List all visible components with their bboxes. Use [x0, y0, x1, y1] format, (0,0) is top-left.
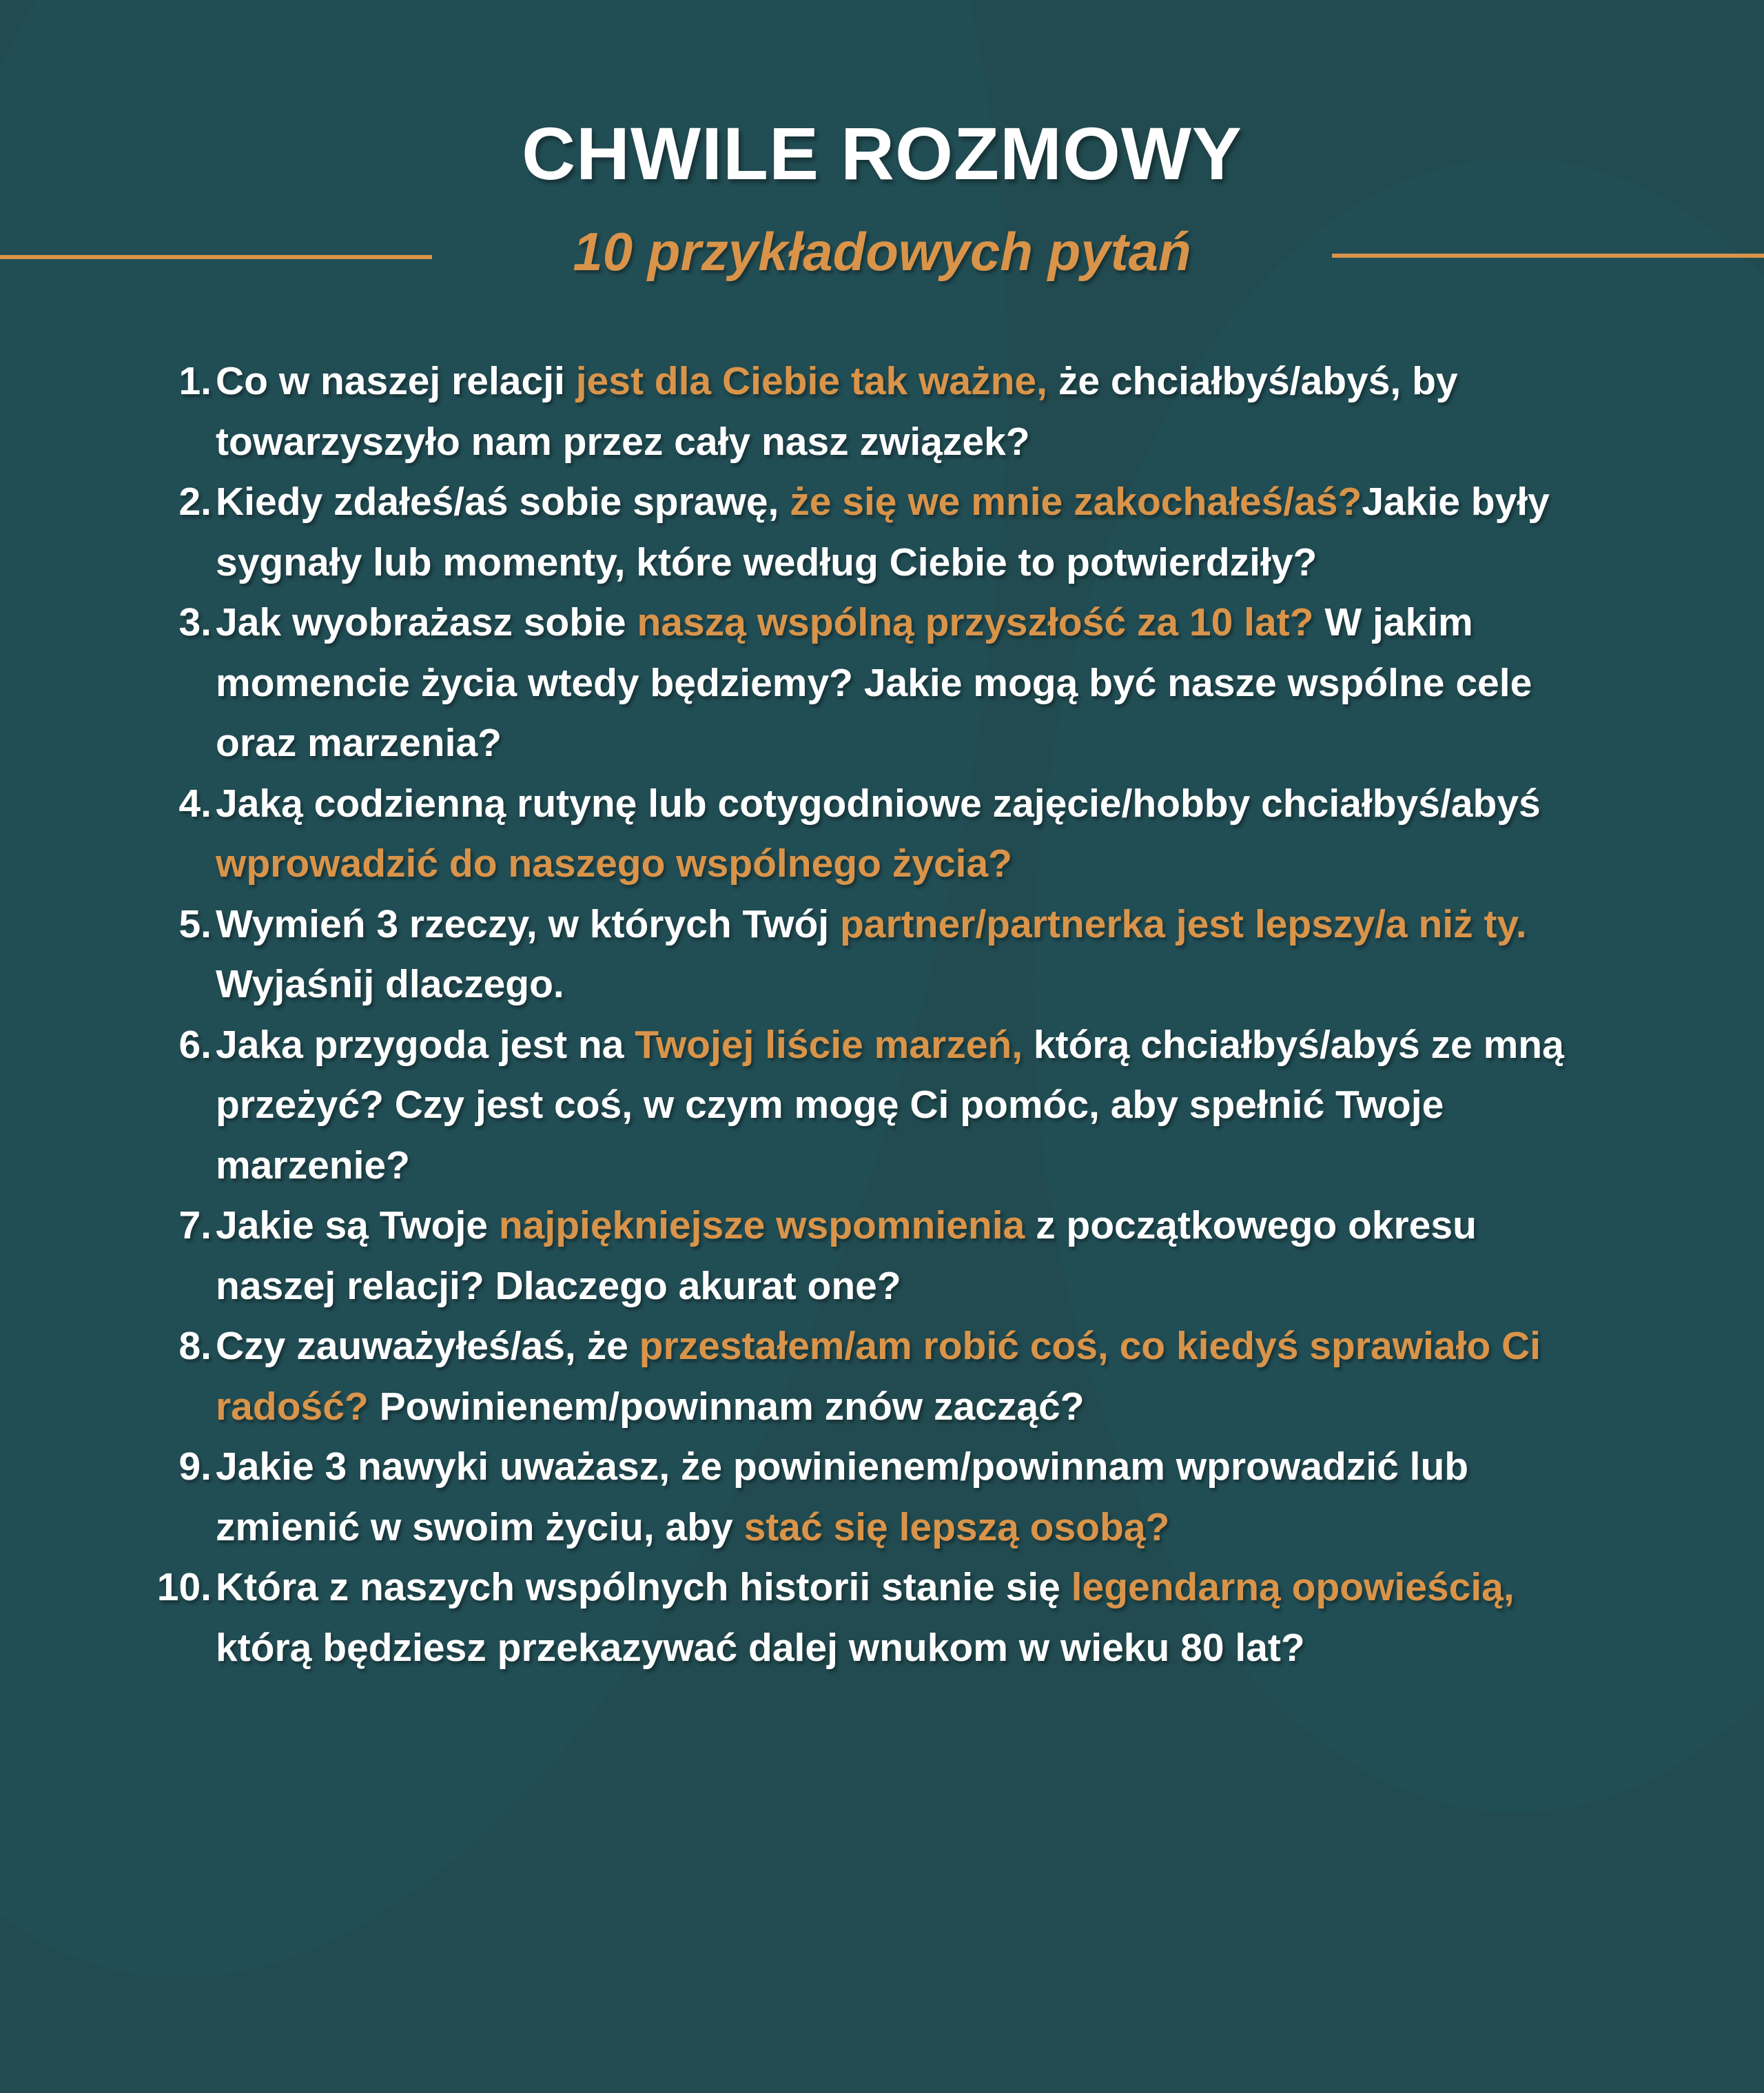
question-number: 1.: [178, 359, 212, 403]
highlighted-text: naszą wspólną przyszłość za 10 lat?: [637, 600, 1314, 644]
question-number: 6.: [178, 1022, 212, 1067]
question-text: Powinienem/powinnam znów zacząć?: [368, 1384, 1085, 1429]
highlighted-text: że się we mnie zakochałeś/aś?: [790, 480, 1362, 524]
question-number: 7.: [178, 1203, 212, 1247]
question-text: przeżyć? Czy jest coś, w czym mogę Ci pomóc, aby spełnić Twoje: [216, 1083, 1444, 1127]
question-item: [0, 1015, 1654, 1196]
question-text: Jakie 3 nawyki uważasz, że powinienem/powinnam wprowadzić lub: [216, 1444, 1469, 1489]
question-line: [216, 1618, 1654, 1679]
question-text: naszej relacji? Dlaczego akurat one?: [216, 1263, 901, 1308]
question-text: Jakie były: [1362, 480, 1550, 524]
question-line: [216, 954, 1654, 1015]
question-text: zmienić w swoim życiu, aby: [216, 1504, 744, 1549]
question-line: [216, 472, 1654, 533]
question-item: [0, 895, 1654, 1015]
question-text: oraz marzenia?: [216, 721, 502, 765]
question-item: [0, 593, 1654, 774]
question-text: którą będziesz przekazywać dalej wnukom w wieku 80 lat?: [216, 1625, 1305, 1670]
question-line: [216, 1136, 1654, 1196]
question-text: Kiedy zdałeś/aś sobie sprawę,: [216, 480, 790, 524]
question-line: [216, 774, 1654, 835]
question-line: [216, 1015, 1654, 1076]
page-subtitle: 10 przykładowych pytań: [573, 221, 1191, 282]
question-line: [216, 533, 1654, 593]
question-text: marzenie?: [216, 1143, 410, 1187]
highlighted-text: przestałem/am robić coś, co kiedyś sprawiało Ci: [639, 1324, 1541, 1368]
question-text: Która z naszych wspólnych historii stanie się: [216, 1565, 1071, 1609]
question-number: 9.: [178, 1444, 212, 1489]
question-number: 10.: [156, 1565, 212, 1609]
highlighted-text: radość?: [216, 1384, 369, 1429]
highlighted-text: stać się lepszą osobą?: [743, 1504, 1170, 1549]
question-line: [216, 653, 1654, 714]
question-line: [216, 593, 1654, 653]
highlighted-text: partner/partnerka jest lepszy/a niż ty.: [839, 901, 1527, 946]
question-number: 8.: [178, 1324, 212, 1368]
question-number: 5.: [178, 901, 212, 946]
question-line: [216, 834, 1654, 895]
question-text: którą chciałbyś/abyś ze mną: [1023, 1022, 1564, 1067]
question-text: Jaką codzienną rutynę lub cotygodniowe zajęcie/hobby chciałbyś/abyś: [216, 781, 1541, 826]
question-number: 2.: [178, 480, 212, 524]
question-line: [216, 1075, 1654, 1136]
highlighted-text: legendarną opowieścią,: [1071, 1565, 1515, 1609]
question-line: [216, 1377, 1654, 1438]
highlighted-text: Twojej liście marzeń,: [635, 1022, 1023, 1067]
question-text: momencie życia wtedy będziemy? Jakie mogą być nasze wspólne cele: [216, 660, 1532, 705]
question-item: [0, 1437, 1654, 1558]
highlighted-text: jest dla Ciebie tak ważne,: [575, 359, 1047, 403]
question-item: [0, 1316, 1654, 1437]
page-title: CHWILE ROZMOWY: [522, 112, 1242, 195]
question-text: że chciałbyś/abyś, by: [1047, 359, 1458, 403]
question-text: Co w naszej relacji: [216, 359, 576, 403]
question-item: [0, 351, 1654, 472]
question-line: [216, 1498, 1654, 1558]
question-number: 4.: [178, 781, 212, 826]
question-text: Jaka przygoda jest na: [216, 1022, 635, 1067]
question-line: [216, 895, 1654, 955]
question-text: Wyjaśnij dlaczego.: [216, 962, 564, 1006]
question-line: [216, 1196, 1654, 1256]
question-text: W jakim: [1313, 600, 1473, 644]
question-text: sygnały lub momenty, które według Ciebie to potwierdziły?: [216, 540, 1317, 584]
highlighted-text: wprowadzić do naszego wspólnego życia?: [216, 841, 1013, 886]
question-text: towarzyszyło nam przez cały nasz związek?: [216, 419, 1030, 464]
question-line: [216, 1256, 1654, 1317]
question-item: [0, 774, 1654, 895]
question-line: [216, 713, 1654, 774]
question-item: [0, 472, 1654, 593]
question-item: [0, 1196, 1654, 1316]
question-text: Wymień 3 rzeczy, w których Twój: [216, 901, 840, 946]
question-text: Jak wyobrażasz sobie: [216, 600, 637, 644]
question-line: [216, 351, 1654, 412]
divider-right: [1332, 254, 1764, 258]
questions-list: [0, 351, 1654, 1678]
question-text: Jakie są Twoje: [216, 1203, 499, 1247]
question-text: Czy zauważyłeś/aś, że: [216, 1324, 639, 1368]
question-line: [216, 1437, 1654, 1498]
question-item: [0, 1558, 1654, 1678]
question-line: [216, 1558, 1654, 1618]
question-text: z początkowego okresu: [1025, 1203, 1477, 1247]
question-line: [216, 1316, 1654, 1377]
question-line: [216, 412, 1654, 473]
question-number: 3.: [178, 600, 212, 644]
highlighted-text: najpiękniejsze wspomnienia: [498, 1203, 1025, 1247]
